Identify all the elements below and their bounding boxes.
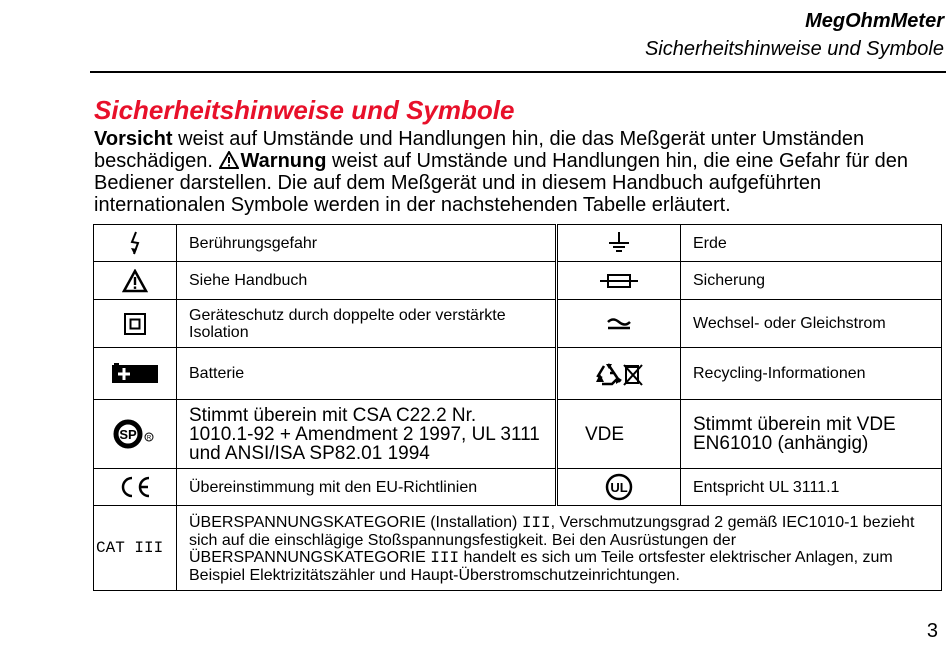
row-text: Übereinstimmung mit den EU-Richtlinien (177, 469, 557, 506)
warning-triangle-icon (219, 151, 239, 169)
recycling-icon (557, 348, 681, 400)
cat-iii-label: CAT III (94, 506, 177, 591)
table-row (94, 348, 942, 400)
svg-text:SP: SP (119, 427, 137, 442)
fuse-icon (557, 262, 681, 300)
table-row (94, 469, 942, 506)
cat-iii-description (177, 506, 942, 591)
warning-word: Warnung (240, 150, 327, 172)
csa-icon (94, 400, 177, 469)
svg-text:UL: UL (610, 480, 628, 495)
ce-icon (94, 469, 177, 506)
intro-paragraph (94, 128, 934, 216)
table-row (94, 300, 942, 348)
symbols-table (93, 224, 942, 591)
caution-word: Vorsicht (94, 128, 173, 150)
row-text: Geräteschutz durch doppelte oder verstärkte Isolation (177, 300, 557, 348)
row-text: Batterie (177, 348, 557, 400)
cat-text-3: handelt es sich um Teile ortsfester elektrischer Anlagen, zum Beispiel Elektrizitätszähler und Haupt-Überstromschutzeinrichtungen. (189, 549, 893, 584)
header-title: MegOhmMeter (805, 10, 944, 32)
cat-text-2: , Verschmutzungsgrad 2 gemäß IEC1010-1 bezieht sich auf die einschlägige Stoßspannungsfestigkeit. Bei den Ausrüstungen der ÜBERSPANNUNGSKATEGORIE (189, 514, 915, 566)
row-text: Stimmt überein mit VDE EN61010 (anhängig) (681, 400, 942, 469)
ground-icon (557, 225, 681, 262)
row-text: Siehe Handbuch (177, 262, 557, 300)
double-insulation-icon (94, 300, 177, 348)
caution-text: weist auf Umstände und Handlungen hin, die das Meßgerät unter Umständen beschädigen. (94, 128, 865, 172)
row-text: Sicherung (681, 262, 942, 300)
cat-code-2: III (430, 549, 460, 567)
warning-text: weist auf Umstände und Handlungen hin, die eine Gefahr für den Bediener darstellen. Die auf dem Meßgerät und in diesem Handbuch aufgeführten internationalen Symbole werden in der nachstehenden Tabelle erläutert. (94, 150, 908, 216)
header-subtitle: Sicherheitshinweise und Symbole (644, 38, 944, 60)
row-text: Wechsel- oder Gleichstrom (681, 300, 942, 348)
lightning-icon (94, 225, 177, 262)
section-title: Sicherheitshinweise und Symbole (94, 95, 515, 125)
warning-triangle-icon (94, 262, 177, 300)
table-row (94, 400, 942, 469)
table-row (94, 262, 942, 300)
vde-label: VDE (557, 400, 681, 469)
svg-text:R: R (146, 435, 152, 442)
row-text: Recycling-Informationen (681, 348, 942, 400)
table-row (94, 506, 942, 591)
row-text: Stimmt überein mit CSA C22.2 Nr. 1010.1-92 + Amendment 2 1997, UL 3111 und ANSI/ISA SP82.01 1994 (177, 400, 557, 469)
row-text: Berührungsgefahr (177, 225, 557, 262)
row-text: Entspricht UL 3111.1 (681, 469, 942, 506)
ul-icon (557, 469, 681, 506)
row-text: Erde (681, 225, 942, 262)
cat-text-1: ÜBERSPANNUNGSKATEGORIE (Installation) (189, 514, 522, 531)
cat-code-1: III (521, 514, 551, 532)
page-number: 3 (926, 620, 938, 642)
ac-dc-icon (557, 300, 681, 348)
header-rule (90, 71, 946, 73)
table-row (94, 225, 942, 262)
battery-icon (94, 348, 177, 400)
